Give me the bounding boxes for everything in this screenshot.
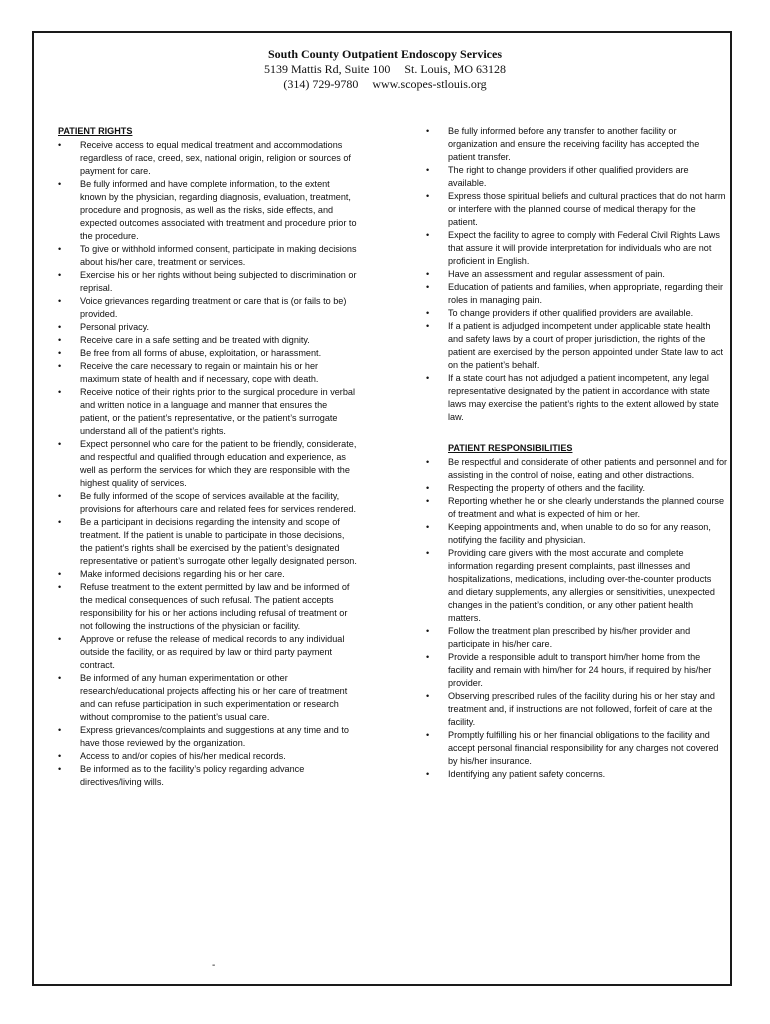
list-item: • Receive access to equal medical treatment and accommodations regardless of race, creed, sex, national origin, religion or sources of payment for care. xyxy=(58,139,358,178)
patient-rights-list-left xyxy=(58,139,358,789)
list-item: • If a patient is adjudged incompetent under applicable state health and safety laws by a court of proper jurisdiction, the rights of the patient are exercised by the person appointed under State law to act on the patient’s behalf. xyxy=(426,320,728,372)
list-item: • The right to change providers if other qualified providers are available. xyxy=(426,164,728,190)
list-item: • Keeping appointments and, when unable to do so for any reason, notifying the facility and physician. xyxy=(426,521,728,547)
list-item: • Voice grievances regarding treatment or care that is (or fails to be) provided. xyxy=(58,295,358,321)
list-item: • Expect personnel who care for the patient to be friendly, considerate, and respectful and qualified through education and experience, as well as perform the services for which they are responsible with the highest quality of services. xyxy=(58,438,358,490)
list-item: • Providing care givers with the most accurate and complete information regarding present complaints, past illnesses and hospitalizations, medications, including over-the-counter products and dietary supplements, any allergies or sensitivities, unexpected changes in the patient’s condition, or any other patient health matters. xyxy=(426,547,728,625)
list-item: • Expect the facility to agree to comply with Federal Civil Rights Laws that assure it will provide interpretation for individuals who are not proficient in English. xyxy=(426,229,728,268)
list-item: • Provide a responsible adult to transport him/her home from the facility and remain with him/her for 24 hours, if required by his/her provider. xyxy=(426,651,728,690)
list-item: • Express those spiritual beliefs and cultural practices that do not harm or interfere with the planned course of medical therapy for the patient. xyxy=(426,190,728,229)
list-item: • Have an assessment and regular assessment of pain. xyxy=(426,268,728,281)
patient-rights-heading: PATIENT RIGHTS xyxy=(58,126,133,136)
list-item: • Be free from all forms of abuse, exploitation, or harassment. xyxy=(58,347,358,360)
list-item: • Be informed of any human experimentation or other research/educational projects affecting his or her care of treatment and can refuse participation in such experimentation or research without compromise to the patient’s usual care. xyxy=(58,672,358,724)
list-item: • Reporting whether he or she clearly understands the planned course of treatment and what is expected of him or her. xyxy=(426,495,728,521)
list-item: • Be informed as to the facility’s policy regarding advance directives/living wills. xyxy=(58,763,358,789)
list-item: • Receive the care necessary to regain or maintain his or her maximum state of health and if necessary, cope with death. xyxy=(58,360,358,386)
list-item: • Observing prescribed rules of the facility during his or her stay and treatment and, if instructions are not followed, forfeit of care at the facility. xyxy=(426,690,728,729)
list-item: • Express grievances/complaints and suggestions at any time and to have those reviewed by the organization. xyxy=(58,724,358,750)
patient-responsibilities-list xyxy=(426,456,728,781)
address-line xyxy=(0,62,770,77)
street-address: 5139 Mattis Rd, Suite 100 xyxy=(263,62,391,76)
list-item: • Receive care in a safe setting and be treated with dignity. xyxy=(58,334,358,347)
list-item: • To give or withhold informed consent, participate in making decisions about his/her care, treatment or services. xyxy=(58,243,358,269)
document-header xyxy=(0,47,770,92)
list-item: • Be respectful and considerate of other patients and personnel and for assisting in the control of noise, eating and other distractions. xyxy=(426,456,728,482)
list-item: • If a state court has not adjudged a patient incompetent, any legal representative designated by the patient in accordance with state laws may exercise the patient’s rights to the extent allowed by state law. xyxy=(426,372,728,424)
footer-mark: - xyxy=(212,960,216,971)
organization-name: South County Outpatient Endoscopy Services xyxy=(267,47,503,61)
list-item: • Refuse treatment to the extent permitted by law and be informed of the medical consequences of such refusal. The patient accepts responsibility for his or her actions including refusal of treatment or not following the instructions of the physician or facility. xyxy=(58,581,358,633)
list-item: • Access to and/or copies of his/her medical records. xyxy=(58,750,358,763)
left-column xyxy=(58,125,358,789)
list-item: • Be fully informed and have complete information, to the extent known by the physician, regarding diagnosis, evaluation, treatment, procedure and prognosis, as well as the risks, side effects, and expected outcomes associated with treatment and procedure prior to the procedure. xyxy=(58,178,358,243)
list-item: • Follow the treatment plan prescribed by his/her provider and participate in his/her care. xyxy=(426,625,728,651)
list-item: • Respecting the property of others and the facility. xyxy=(426,482,728,495)
list-item: • Be fully informed of the scope of services available at the facility, provisions for afterhours care and related fees for services rendered. xyxy=(58,490,358,516)
city-state-zip: St. Louis, MO 63128 xyxy=(404,62,507,76)
list-item: • Be a participant in decisions regarding the intensity and scope of treatment. If the patient is unable to participate in those decisions, the patient’s rights shall be exercised by the patient’s designated representative or patient’s surrogate other legally designated person. xyxy=(58,516,358,568)
patient-responsibilities-heading: PATIENT RESPONSIBILITIES xyxy=(448,443,573,453)
patient-rights-list-right xyxy=(426,125,728,424)
list-item: • Approve or refuse the release of medical records to any individual outside the facility, or as required by law or third party payment contract. xyxy=(58,633,358,672)
list-item: • Education of patients and families, when appropriate, regarding their roles in managing pain. xyxy=(426,281,728,307)
list-item: • Make informed decisions regarding his or her care. xyxy=(58,568,358,581)
list-item: • Promptly fulfilling his or her financial obligations to the facility and accept personal financial responsibility for any charges not covered by his/her insurance. xyxy=(426,729,728,768)
list-item: • Personal privacy. xyxy=(58,321,358,334)
list-item: • Identifying any patient safety concerns. xyxy=(426,768,728,781)
right-column xyxy=(426,125,728,781)
list-item: • Be fully informed before any transfer to another facility or organization and ensure the receiving facility has accepted the patient transfer. xyxy=(426,125,728,164)
list-item: • To change providers if other qualified providers are available. xyxy=(426,307,728,320)
phone-number: (314) 729-9780 xyxy=(283,77,359,91)
contact-line xyxy=(0,77,770,92)
website-url: www.scopes-stlouis.org xyxy=(372,77,487,91)
list-item: • Receive notice of their rights prior to the surgical procedure in verbal and written notice in a language and manner that ensures the patient, or the patient’s representative, or the patient’s surrogate understand all of the patient’s rights. xyxy=(58,386,358,438)
list-item: • Exercise his or her rights without being subjected to discrimination or reprisal. xyxy=(58,269,358,295)
